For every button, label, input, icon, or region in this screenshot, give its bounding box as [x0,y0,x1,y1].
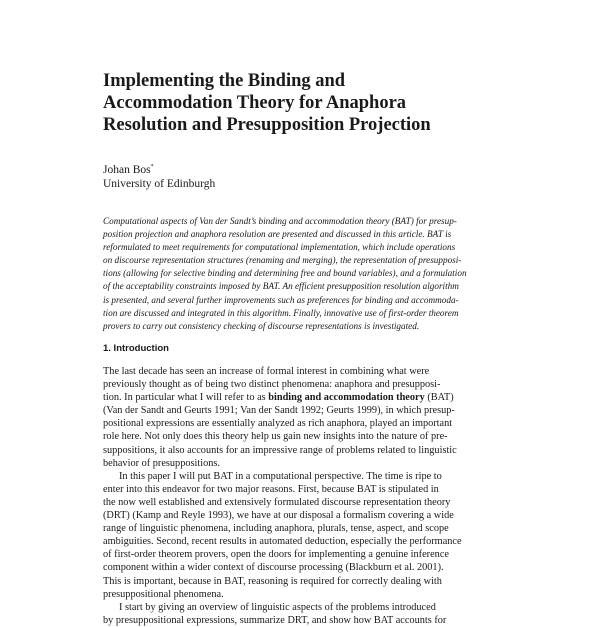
text-line: behavior of presuppositions. [103,457,220,469]
abstract-line: is presented, and several further improvements such as preferences for binding and accommoda- [103,294,459,305]
author-name-line [103,160,215,177]
abstract-line: Computational aspects of Van der Sandt’s binding and accommodation theory (BAT) for presup- [103,216,457,226]
author-affiliation: University of Edinburgh [103,177,216,190]
abstract-line: of the acceptability constraints imposed by BAT. An efficient presupposition resolution algorithm [103,281,459,292]
text-line: This is important, because in BAT, reasoning is required for correctly dealing with [103,575,442,587]
paragraph-2 [103,470,498,601]
author-block [103,160,215,191]
abstract-line: tion are discussed and integrated in this algorithm. Finally, innovative use of first-order theorem [103,307,459,318]
text-line: positional expressions are essentially analyzed as rich anaphora, played an important [103,418,453,430]
author-name: Johan Bos [103,163,151,176]
paragraph-1 [103,365,498,470]
title-line: Implementing the Binding and [103,71,346,91]
paper-title [103,70,503,136]
abstract-line: provers to carry out consistency checking of discourse representations is investigated. [103,320,420,331]
abstract-line: reformulated to meet requirements for computational implementation, which include operations [103,242,456,253]
text-line: of first-order theorem provers, open the doors for implementing a genuine inference [103,549,449,561]
text-line: In this paper I will put BAT in a computational perspective. The time is ripe to [119,470,442,482]
text-line: enter into this endeavor for two major reasons. First, because BAT is stipulated in [103,483,439,495]
text-line: I start by giving an overview of linguistic aspects of the problems introduced [119,601,436,613]
section-heading: 1. Introduction [103,343,169,354]
author-footnote-marker: * [150,164,154,170]
body-text [103,365,498,627]
text-line: component within a wider context of discourse processing (Blackburn et al. 2001). [103,562,444,574]
abstract-line: position projection and anaphora resolution are presented and discussed in this article. BAT is [103,229,452,240]
abstract-line: on discourse representation structures (renaming and merging), the representation of presupposi- [103,255,462,266]
text-line: (Van der Sandt and Geurts 1991; Van der Sandt 1992; Geurts 1999), in which presup- [103,405,455,417]
text-line: presuppositional phenomena. [103,588,224,600]
text-line: the now well established and extensively formulated discourse representation theory [103,496,451,508]
text-segment: (BAT) [424,392,454,404]
text-line: role here. Not only does this theory help us gain new insights into the nature of pre- [103,431,448,443]
text-line: ambiguities. Second, recent results in automated deduction, especially the performance [103,536,462,548]
paragraph-3 [103,601,498,627]
bold-term: binding and accommodation theory [268,392,425,404]
title-line: Resolution and Presupposition Projection [103,115,431,135]
text-line: suppositions, it also accounts for an impressive range of problems related to linguistic [103,444,457,456]
text-segment: tion. In particular what I will refer to as [103,392,269,404]
text-line [103,391,498,404]
text-line: range of linguistic phenomena, including anaphora, plurals, tense, aspect, and scope [103,523,449,535]
text-line: previously thought as of being two distinct phenomena: anaphora and presupposi- [103,379,441,391]
abstract [103,215,498,333]
title-line: Accommodation Theory for Anaphora [103,93,407,113]
text-line: by presuppositional expressions, summarize DRT, and show how BAT accounts for [103,614,447,626]
abstract-line: tions (allowing for selective binding and determining free and bound variables), and a formulation [103,268,467,279]
text-line: (DRT) (Kamp and Reyle 1993), we have at our disposal a formalism covering a wide [103,510,454,522]
text-line: The last decade has seen an increase of formal interest in combining what were [103,366,430,377]
